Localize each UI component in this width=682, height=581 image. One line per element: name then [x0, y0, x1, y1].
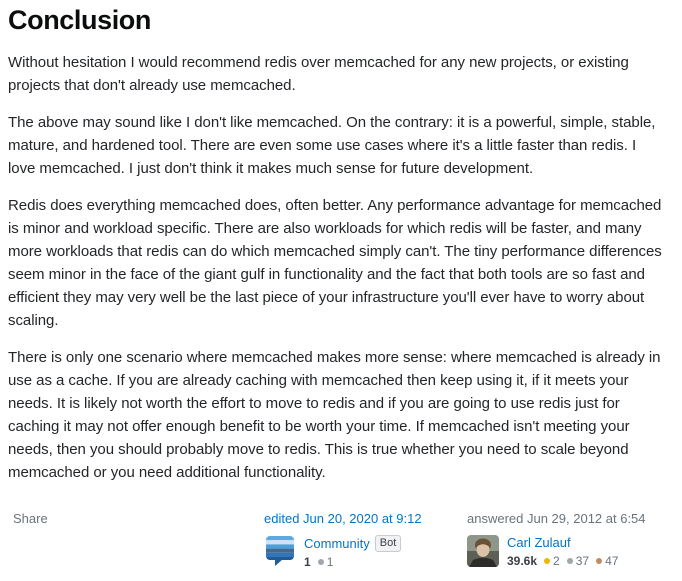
paragraph-4: There is only one scenario where memcached makes more sense: where memcached is already in use as a cache. If you are already caching with memcached then keep using it, if it meets your needs. It is likely not worth the effort to move to redis and if you are going to use redis just for caching it may not offer enough benefit to be worth your time. If memcached isn't meeting your needs, then you should probably move to redis. This is true whether you need to scale beyond memcached or you need additional functionality. — [8, 349, 661, 481]
paragraph-1: Without hesitation I would recommend redis over memcached for any new projects, or existing projects that don't already use memcached. — [8, 54, 629, 94]
silver-badge-icon — [567, 558, 573, 564]
post-signatures — [264, 510, 682, 568]
answered-user-details — [507, 535, 625, 567]
bronze-badge-count: 47 — [596, 555, 618, 567]
answered-user-flair — [507, 555, 625, 567]
answered-timestamp: answered Jun 29, 2012 at 6:54 — [467, 511, 646, 526]
post-heading: Conclusion — [8, 5, 151, 35]
bronze-badge-icon — [596, 558, 602, 564]
avatar[interactable] — [467, 535, 499, 567]
silver-badge-icon — [318, 559, 324, 565]
user-link[interactable]: Carl Zulauf — [507, 535, 571, 550]
post-footer — [0, 510, 682, 568]
community-user-flair — [304, 556, 401, 568]
reputation-score: 39.6k — [507, 554, 538, 568]
edited-user-card — [264, 535, 464, 568]
bot-badge: Bot — [375, 535, 402, 552]
post-body — [0, 51, 666, 507]
paragraph-2: The above may sound like I don't like memcached. On the contrary: it is a powerful, simple, stable, mature, and hardened tool. There are even some use cases where it's a little faster than redis. I love memcached. I just don't think it makes much sense for future development. — [8, 114, 656, 177]
paragraph-3: Redis does everything memcached does, often better. Any performance advantage for memcached is minor and workload specific. There are also workloads for which redis will be faster, and many more workloads that redis can do which memcached simply can't. The tiny performance differences seem minor in the face of the giant gulf in functionality and the fact that both tools are so fast and efficient they may very well be the last piece of your infrastructure you'll ever have to worry about scaling. — [8, 197, 662, 329]
edited-signature — [264, 510, 464, 568]
answer-post — [0, 4, 682, 581]
answered-user-card — [467, 535, 682, 567]
silver-badge-count: 1 — [318, 556, 334, 568]
community-avatar-icon[interactable] — [264, 535, 296, 567]
gold-badge-count: 2 — [544, 555, 560, 567]
gold-badge-icon — [544, 558, 550, 564]
silver-badge-count: 37 — [567, 555, 589, 567]
share-link[interactable]: Share — [13, 511, 48, 526]
edited-user-details — [304, 535, 401, 568]
reputation-score: 1 — [304, 555, 311, 569]
community-user-link[interactable]: Community — [304, 535, 370, 551]
answered-signature — [467, 510, 682, 568]
edited-timestamp-link[interactable]: edited Jun 20, 2020 at 9:12 — [264, 511, 422, 526]
